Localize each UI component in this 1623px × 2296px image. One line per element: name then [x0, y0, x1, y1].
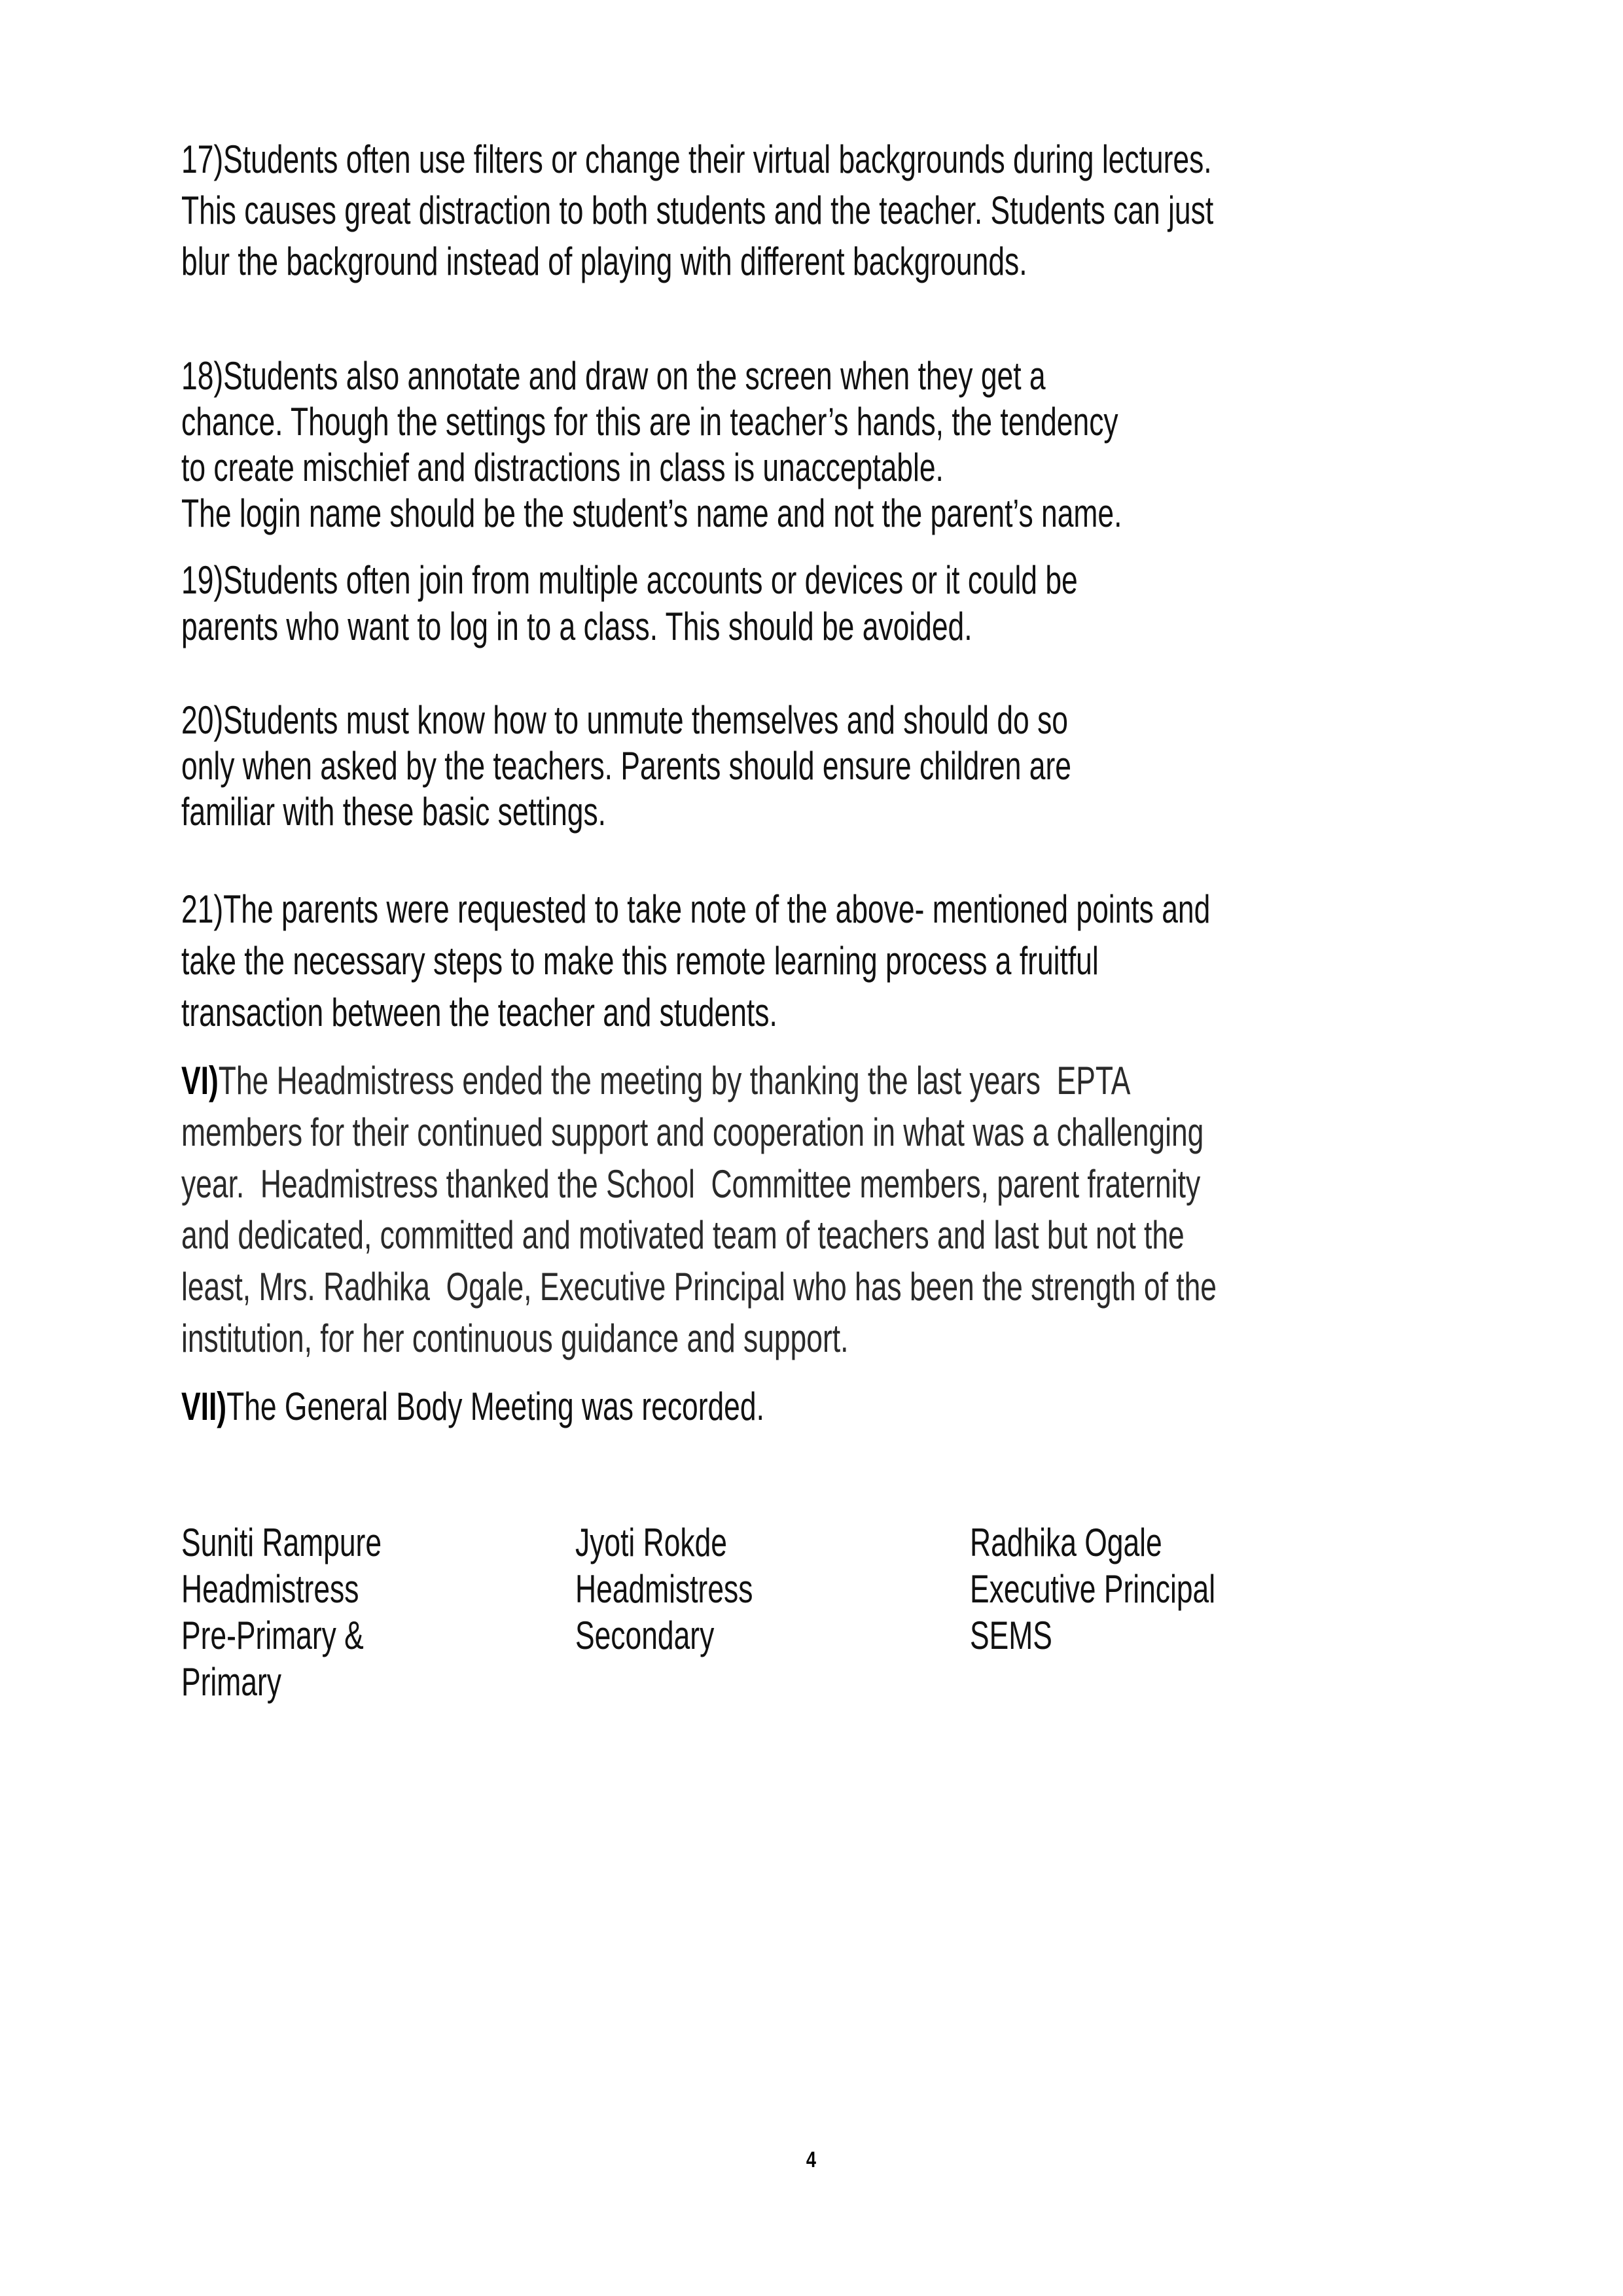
text-line: 19)Students often join from multiple accounts or devices or it could be [181, 558, 1078, 602]
page-number: 4 [806, 2147, 817, 2172]
text-line: least, Mrs. Radhika Ogale, Executive Principal who has been the strength of the [181, 1265, 1217, 1309]
text-span: The Headmistress ended the meeting by thanking the last years EPTA [218, 1059, 1131, 1103]
signatory-name: Suniti Rampure [181, 1521, 382, 1564]
signatory-title: Headmistress [575, 1567, 753, 1611]
text-line: The login name should be the student’s name and not the parent’s name. [181, 491, 1122, 535]
text-line: 18)Students also annotate and draw on the screen when they get a [181, 354, 1046, 398]
text-line: take the necessary steps to make this remote learning process a fruitful [181, 939, 1099, 983]
text-span: The General Body Meeting was recorded. [226, 1385, 764, 1428]
signatory-name: Radhika Ogale [970, 1521, 1162, 1564]
text-line: to create mischief and distractions in class is unacceptable. [181, 446, 944, 489]
text-line: familiar with these basic settings. [181, 790, 607, 834]
text-line: institution, for her continuous guidance and support. [181, 1316, 849, 1360]
signatory-title: Executive Principal [970, 1567, 1216, 1611]
signatory-dept: SEMS [970, 1614, 1052, 1657]
text-line: and dedicated, committed and motivated team of teachers and last but not the [181, 1213, 1185, 1257]
signatory-dept: Secondary [575, 1614, 715, 1657]
text-line [181, 1061, 1130, 1101]
text-line: 21)The parents were requested to take note of the above- mentioned points and [181, 887, 1211, 931]
text-line: only when asked by the teachers. Parents should ensure children are [181, 744, 1071, 788]
text-line: This causes great distraction to both students and the teacher. Students can just [181, 188, 1214, 232]
signatory-title: Headmistress [181, 1567, 359, 1611]
signatory-dept: Primary [181, 1660, 281, 1704]
text-line: blur the background instead of playing with different backgrounds. [181, 239, 1027, 283]
signatory-name: Jyoti Rokde [575, 1521, 727, 1564]
section-label: VII) [181, 1385, 227, 1428]
text-line: parents who want to log in to a class. This should be avoided. [181, 605, 972, 648]
text-line: year. Headmistress thanked the School Committee members, parent fraternity [181, 1162, 1201, 1206]
signatory-dept: Pre-Primary & [181, 1614, 364, 1657]
text-line: 20)Students must know how to unmute themselves and should do so [181, 698, 1068, 742]
text-line: chance. Though the settings for this are in teacher’s hands, the tendency [181, 400, 1118, 444]
text-line: transaction between the teacher and students. [181, 991, 777, 1034]
text-line: members for their continued support and cooperation in what was a challenging [181, 1110, 1204, 1154]
text-line [181, 1387, 764, 1426]
section-label: VI) [181, 1059, 219, 1103]
text-line: 17)Students often use filters or change their virtual backgrounds during lectures. [181, 137, 1212, 181]
